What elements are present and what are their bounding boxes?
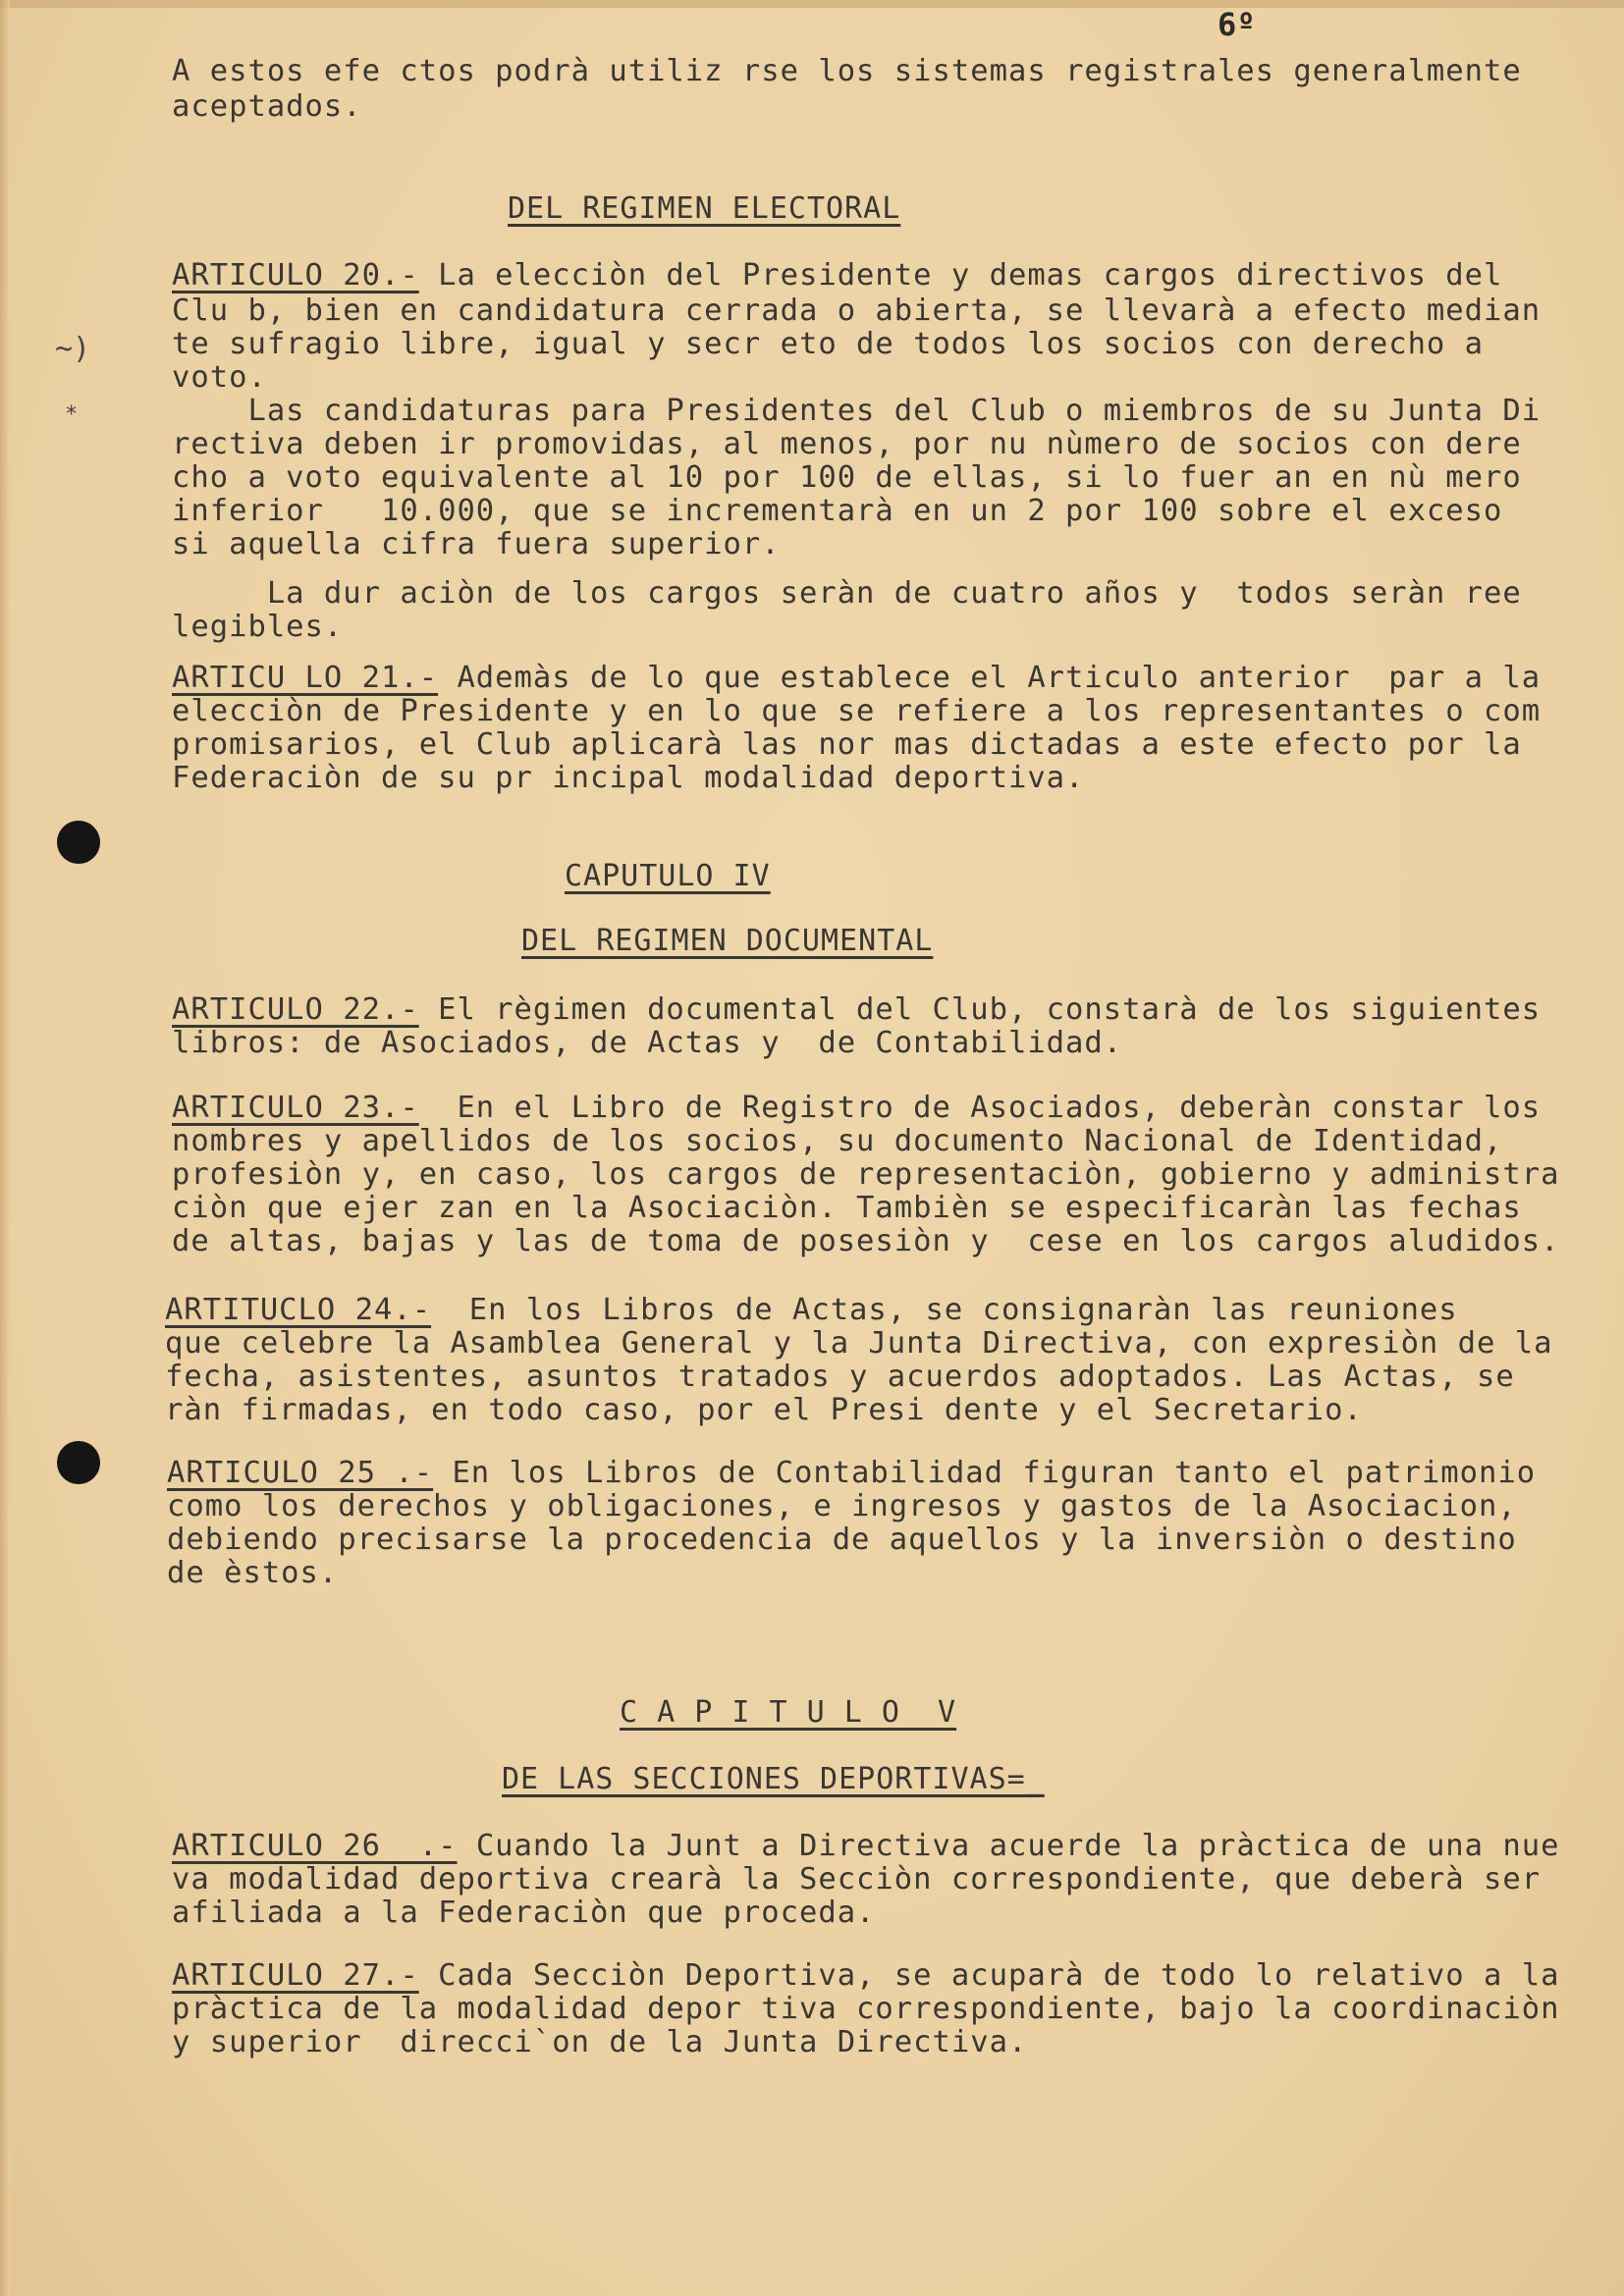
- text-line: Las candidaturas para Presidentes del Club o miembros de su Junta Di: [172, 394, 1542, 428]
- text-line: ràn firmadas, en todo caso, por el Presi dente y el Secretario.: [165, 1393, 1363, 1427]
- section-heading: DEL REGIMEN ELECTORAL: [508, 191, 901, 226]
- paper-top-edge: [0, 0, 1624, 8]
- chapter-heading: CAPUTULO IV: [565, 859, 771, 893]
- text-line: voto.: [172, 360, 267, 395]
- article-label: ARTICULO 26 .-: [172, 1829, 458, 1863]
- text-line: fecha, asistentes, asuntos tratados y acuerdos adoptados. Las Actas, se: [165, 1360, 1515, 1394]
- text-line: cho a voto equivalente al 10 por 100 de ellas, si lo fuer an en nù mero: [172, 460, 1522, 495]
- text-line: y superior direcci`on de la Junta Directiva.: [172, 2025, 1028, 2059]
- article-label: ARTICULO 27.-: [172, 1958, 419, 1993]
- article-label: ARTICULO 25 .-: [167, 1456, 434, 1490]
- margin-mark-icon: *: [65, 402, 79, 427]
- text-line: ciòn que ejer zan en la Asociaciòn. Tambièn se especificaràn las fechas: [172, 1191, 1522, 1225]
- text-line: nombres y apellidos de los socios, su documento Nacional de Identidad,: [172, 1124, 1503, 1158]
- text-line: elecciòn de Presidente y en lo que se refiere a los representantes o com: [172, 694, 1542, 728]
- text-line: Federaciòn de su pr incipal modalidad deportiva.: [172, 761, 1085, 795]
- section-heading: DE LAS SECCIONES DEPORTIVAS=_: [502, 1762, 1045, 1796]
- article-label: ARTICU LO 21.-: [172, 661, 439, 695]
- text-line: si aquella cifra fuera superior.: [172, 527, 781, 561]
- text-line: inferior 10.000, que se incrementarà en un 2 por 100 sobre el exceso: [172, 494, 1503, 528]
- text-line: debiendo precisarse la procedencia de aquellos y la inversiòn o destino: [167, 1522, 1517, 1557]
- article-label: ARTICULO 22.-: [172, 992, 419, 1027]
- text-line: va modalidad deportiva crearà la Secciòn correspondiente, que deberà ser: [172, 1862, 1542, 1896]
- text-line: pràctica de la modalidad depor tiva correspondiente, bajo la coordinaciòn: [172, 1992, 1560, 2026]
- punch-hole-icon: [57, 1441, 100, 1484]
- text-line: A estos efe ctos podrà utiliz rse los sistemas registrales generalmente: [172, 54, 1522, 88]
- article-first-line: ARTICU LO 21.- Ademàs de lo que establece el Articulo anterior par a la: [172, 661, 1542, 695]
- article-first-line: ARTICULO 26 .- Cuando la Junt a Directiva acuerde la pràctica de una nue: [172, 1829, 1560, 1863]
- text-line: rectiva deben ir promovidas, al menos, por nu nùmero de socios con dere: [172, 427, 1522, 461]
- article-first-line: ARTICULO 27.- Cada Secciòn Deportiva, se acuparà de todo lo relativo a la: [172, 1958, 1560, 1993]
- text-line: profesiòn y, en caso, los cargos de representaciòn, gobierno y administra: [172, 1157, 1560, 1192]
- article-first-line: ARTICULO 20.- La elecciòn del Presidente y demas cargos directivos del: [172, 258, 1503, 293]
- text-line: de altas, bajas y las de toma de posesiòn y cese en los cargos aludidos.: [172, 1224, 1560, 1258]
- text-line: afiliada a la Federaciòn que proceda.: [172, 1896, 876, 1930]
- text-line: Clu b, bien en candidatura cerrada o abierta, se llevarà a efecto median: [172, 294, 1542, 328]
- margin-mark-icon: ~): [55, 332, 91, 366]
- article-first-line: ARTICULO 23.- En el Libro de Registro de Asociados, deberàn constar los: [172, 1091, 1542, 1125]
- article-label: ARTITUCLO 24.-: [165, 1293, 432, 1327]
- text-line: legibles.: [172, 610, 344, 644]
- text-line: aceptados.: [172, 89, 362, 124]
- article-first-line: ARTICULO 22.- El règimen documental del Club, constarà de los siguientes: [172, 992, 1542, 1027]
- chapter-heading: C A P I T U L O V: [620, 1695, 957, 1730]
- article-label: ARTICULO 20.-: [172, 258, 419, 293]
- text-line: La dur aciòn de los cargos seràn de cuatro años y todos seràn ree: [172, 576, 1522, 611]
- section-heading: DEL REGIMEN DOCUMENTAL: [521, 924, 934, 958]
- text-line: que celebre la Asamblea General y la Junta Directiva, con expresiòn de la: [165, 1326, 1553, 1361]
- article-label: ARTICULO 23.-: [172, 1091, 419, 1125]
- text-line: libros: de Asociados, de Actas y de Contabilidad.: [172, 1026, 1123, 1060]
- page-number: 6º: [1218, 6, 1256, 43]
- text-line: te sufragio libre, igual y secr eto de todos los socios con derecho a: [172, 327, 1485, 361]
- article-first-line: ARTICULO 25 .- En los Libros de Contabilidad figuran tanto el patrimonio: [167, 1456, 1537, 1490]
- article-first-line: ARTITUCLO 24.- En los Libros de Actas, se consignaràn las reuniones: [165, 1293, 1458, 1327]
- text-line: como los derechos y obligaciones, e ingresos y gastos de la Asociacion,: [167, 1489, 1517, 1523]
- text-line: promisarios, el Club aplicarà las nor mas dictadas a este efecto por la: [172, 727, 1522, 762]
- text-line: de èstos.: [167, 1556, 339, 1590]
- paper-left-edge: [0, 0, 10, 2296]
- punch-hole-icon: [57, 821, 100, 864]
